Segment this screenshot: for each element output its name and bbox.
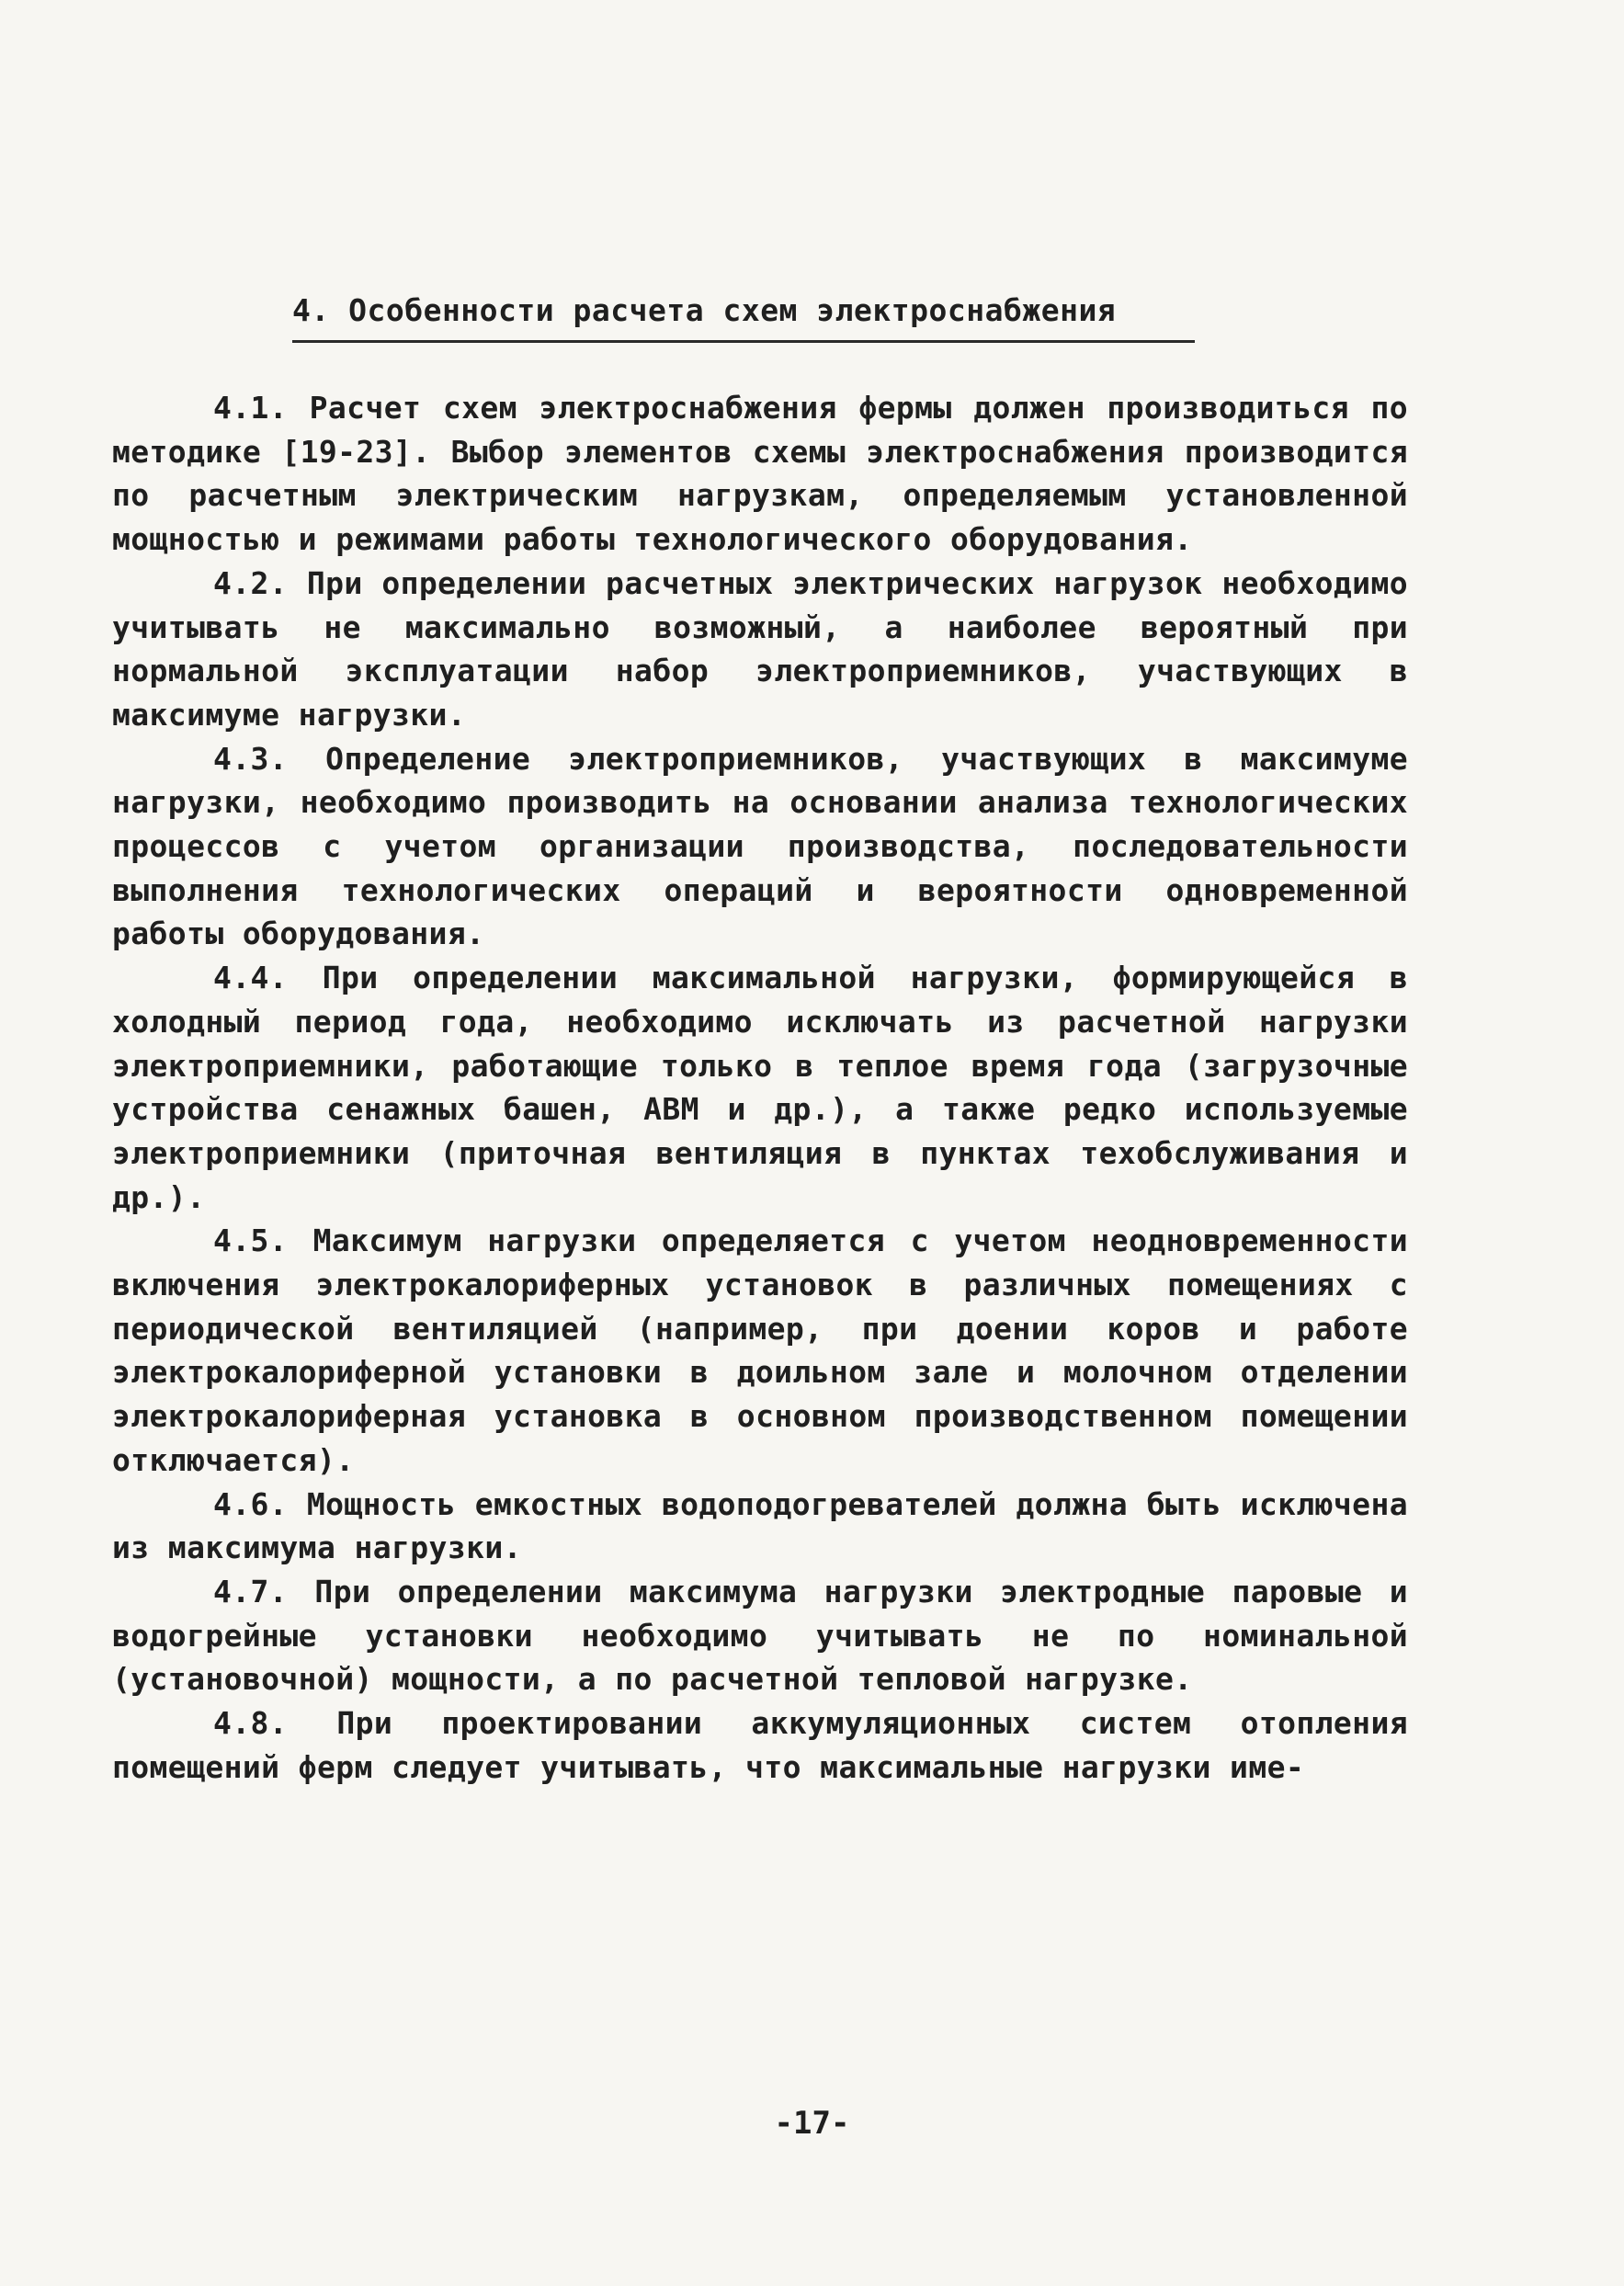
section-heading: 4. Особенности расчета схем электроснабжения xyxy=(292,292,1117,328)
page-number: -17- xyxy=(774,2105,850,2142)
paragraph-4-2: 4.2. При определении расчетных электрических нагрузок необходимо учитывать не максимально возможный, а наиболее вероятный при нормальной эксплуатации набор электроприемников, участвующих в максимуме нагрузки. xyxy=(112,564,1408,733)
paragraph-4-5: 4.5. Максимум нагрузки определяется с учетом неодновременности включения электрокалориферных установок в различных помещениях с периодической вентиляцией (например, при доении коров и работе электрокалориферной установки в доильном зале и молочном отделении электрокалориферная установка в основном производственном помещении отключается). xyxy=(112,1223,1408,1478)
paragraph-4-3: 4.3. Определение электроприемников, участвующих в максимуме нагрузки, необходимо производить на основании анализа технологических процессов с учетом организации производства, последовательности выполнения технологических операций и вероятности одновременной работы оборудования. xyxy=(112,740,1408,952)
body-text xyxy=(112,386,1408,1790)
paragraph-4-1: 4.1. Расчет схем электроснабжения фермы должен производиться по методике [19-23]. Выбор элементов схемы электроснабжения производится по расчетным электрическим нагрузкам, определяемым установленной мощностью и режимами работы технологического оборудования. xyxy=(112,390,1408,558)
paragraph-4-4: 4.4. При определении максимальной нагрузки, формирующейся в холодный период года, необходимо исключать из расчетной нагрузки электроприемники, работающие только в теплое время года (загрузочные устройства сенажных башен, АВМ и др.), а также редко используемые электроприемники (приточная вентиляция в пунктах техобслуживания и др.). xyxy=(112,960,1408,1215)
paragraph-4-7: 4.7. При определении максимума нагрузки электродные паровые и водогрейные установки необходимо учитывать не по номинальной (установочной) мощности, а по расчетной тепловой нагрузке. xyxy=(112,1573,1408,1698)
heading-underline xyxy=(292,340,1195,343)
paragraph-4-6: 4.6. Мощность емкостных водоподогревателей должна быть исключена из максимума нагрузки. xyxy=(112,1485,1408,1566)
paragraph-4-8: 4.8. При проектировании аккумуляционных систем отопления помещений ферм следует учитывать, что максимальные нагрузки име- xyxy=(112,1705,1408,1785)
